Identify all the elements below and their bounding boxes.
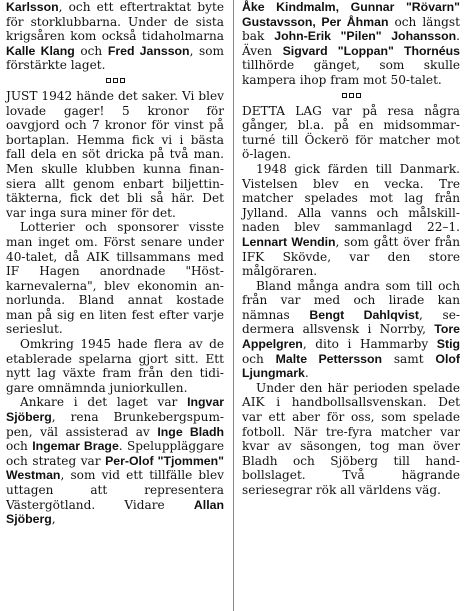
player-name: Per-Olof "Tjommen" Westman bbox=[6, 453, 224, 483]
paragraph-players-continued: Karlsson, och ett eftertraktat byte för storklubbarna. Under de sista krigsåren kom också tidaholmarna Kalle Klang och Fred Jansson, som förstärkte laget. bbox=[6, 0, 224, 73]
player-name: Karlsson bbox=[6, 0, 59, 14]
paragraph-handball: Under den här perioden spelade AIK i handbollsallsvenskan. Det var ett aber för oss, som spelade fotboll. När tre-fyra matcher var kvar av säsongen, tog man över Bladh och Sjöberg till handbollslaget. Två hägrande seriesegrar rök all världens väg. bbox=[242, 380, 460, 497]
player-name: Inge Bladh bbox=[157, 424, 224, 439]
section-separator bbox=[242, 91, 460, 101]
paragraph-travel: DETTA LAG var på resa några gånger, bl.a. på en midsommarturné till Öckerö för matcher mot ö-lagen. bbox=[242, 103, 460, 162]
player-name: Allan Sjöberg bbox=[6, 497, 224, 527]
player-name: Bengt Dahlqvist bbox=[309, 307, 419, 322]
player-name: Tore Appelgren bbox=[242, 322, 460, 352]
player-name: Lennart Wendin bbox=[242, 234, 336, 249]
left-column bbox=[6, 0, 224, 527]
player-name: Åke Kindmalm, Gunnar "Rövarn" Gustavsson, Per Åhman bbox=[242, 0, 460, 29]
right-column bbox=[242, 0, 460, 498]
paragraph-team-anchors: Ankare i det laget var Ingvar Sjöberg, rena Brunkebergspumpen, väl assisterad av Inge Bladh och Ingemar Brage. Speluppläggare och strateg var Per-Olof "Tjommen" Westman, som vid ett tillfälle blev uttagen att representera Västergötland. Vidare Allan Sjöberg, bbox=[6, 395, 225, 527]
section-separator bbox=[6, 76, 224, 86]
player-name: Fred Jansson bbox=[107, 43, 190, 58]
paragraph-1945-new-team: Omkring 1945 hade flera av de etablerade spelarna gjort sitt. Ett nytt lag växte fram från den tidigare omnämnda juniorkullen. bbox=[6, 337, 224, 395]
paragraph-lotteries: Lotterier och sponsorer visste man inget om. Först senare under 40-talet, då AIK tillsammans med IF Hagen anordnade "Höstkarnevalerna", blev ekonomin annorlunda. Bland annat kostade man på sig en liten fest efter varje serieslut. bbox=[6, 220, 224, 337]
player-name: Olof Ljungmark bbox=[242, 351, 460, 381]
player-name: Ingvar Sjöberg bbox=[6, 395, 224, 425]
paragraph-other-players: Bland många andra som till och från var med och lirade kan nämnas Bengt Dahlqvist, sedermera allsvensk i Norrby, Tore Appelgren, dito i Hammarby Stig och Malte Pettersson samt Olof Ljungmark. bbox=[242, 278, 460, 381]
paragraph-denmark-1948: 1948 gick färden till Danmark. Vistelsen blev en vecka. Tre matcher spelades mot lag från Jylland. Alla vanns och målskillnaden blev sammanlagd 22–1. Lennart Wendin, som gått över från IFK Skövde, var den store målgöraren. bbox=[242, 161, 460, 279]
paragraph-1942-wages: JUST 1942 hände det saker. Vi blev lovade gager! 5 kronor för oavgjord och 7 kronor för vinst på bortaplan. Hemma fick vi i bästa fall dela en söt dricka på två man. Men skulle klubben kunna finansiera allt genom enbart biljettintäkterna, fick det bli så här. Det var inga sura miner för det. bbox=[6, 88, 224, 220]
column-divider bbox=[233, 0, 234, 611]
player-name: Malte Pettersson bbox=[275, 351, 383, 366]
player-name: Kalle Klang bbox=[6, 43, 75, 58]
player-name: John-Erik "Pilen" Johansson bbox=[274, 29, 457, 44]
player-name: Ingemar Brage bbox=[32, 439, 119, 454]
player-name: Stig bbox=[436, 337, 460, 352]
article-page bbox=[6, 0, 460, 611]
paragraph-team-roster: Åke Kindmalm, Gunnar "Rövarn" Gustavsson, Per Åhman och längst bak John-Erik "Pilen" Johansson. Även Sigvard "Loppan" Thornéus tillhörde gänget, som skulle kampera ihop fram mot 50-talet. bbox=[242, 0, 460, 87]
player-name: Sigvard "Loppan" Thornéus bbox=[282, 43, 460, 58]
